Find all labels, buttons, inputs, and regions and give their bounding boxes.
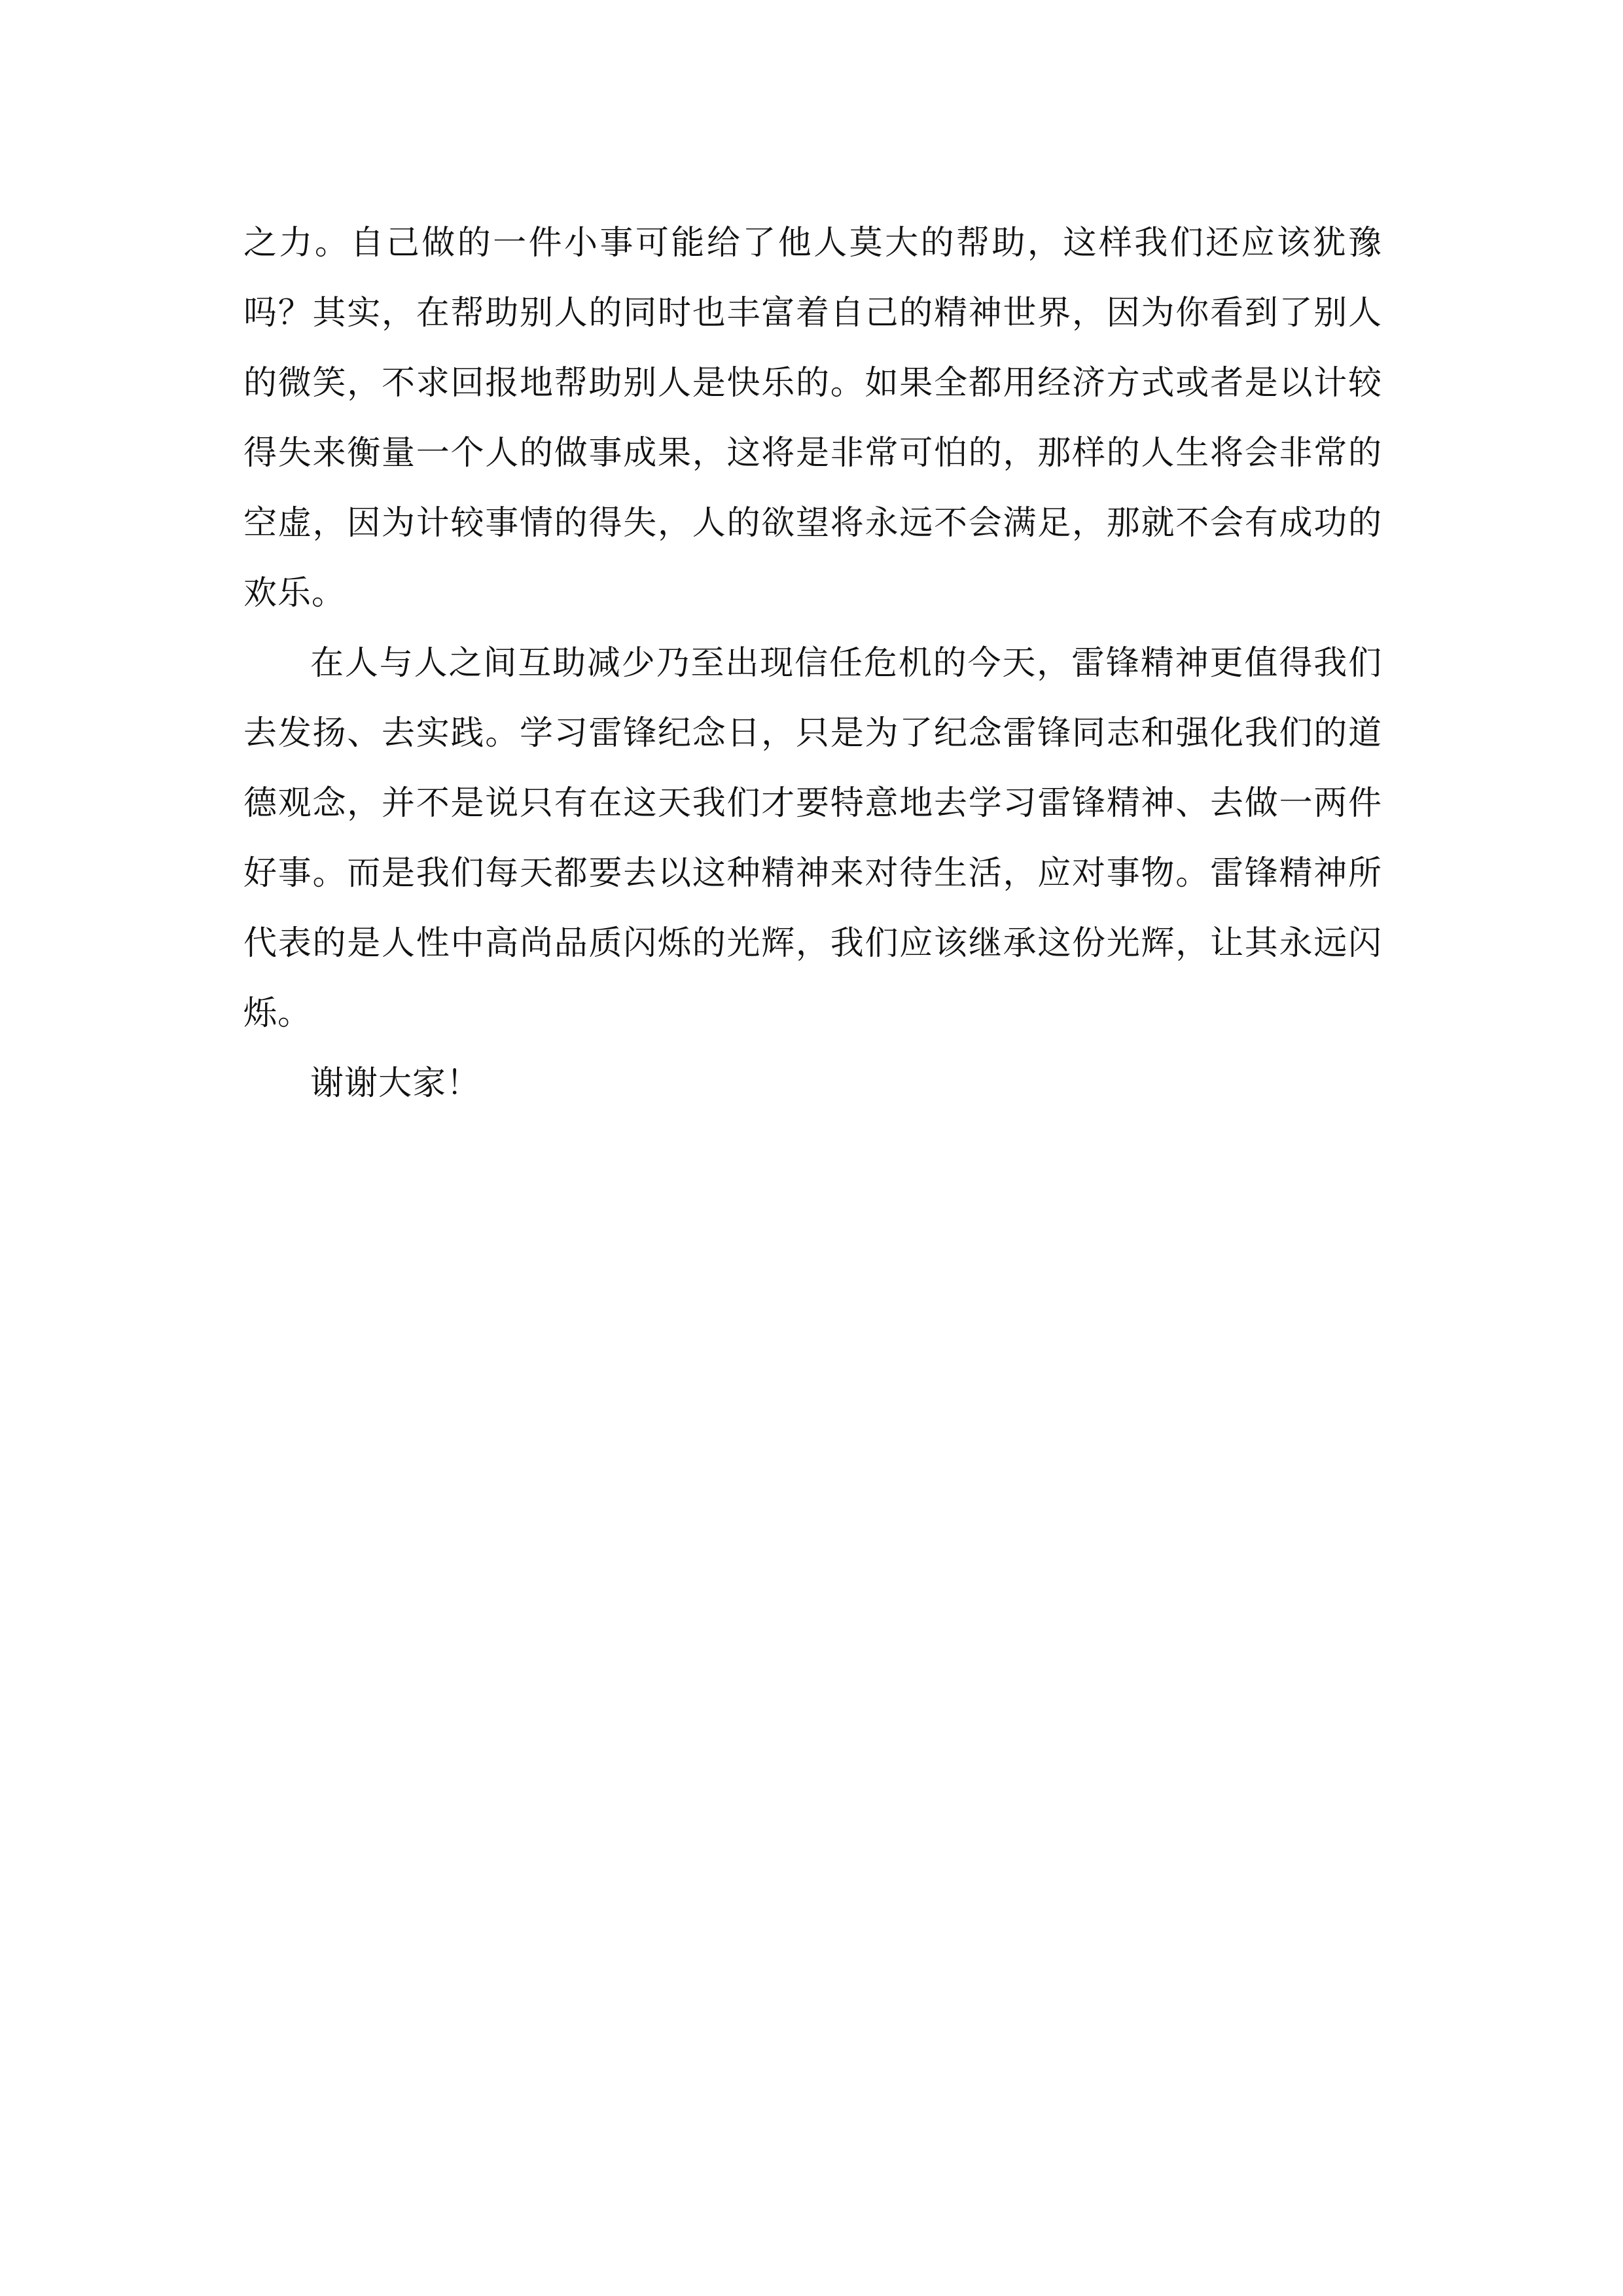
paragraph-closing: 谢谢大家！ bbox=[310, 1064, 481, 1103]
document-body bbox=[243, 208, 1382, 1119]
paragraph-2: 在人与人之间互助减少乃至出现信任危机的今天，雷锋精神更值得我们去发扬、去实践。学习雷锋纪念日，只是为了纪念雷锋同志和强化我们的道德观念，并不是说只有在这天我们才要特意地去学习雷锋精神、去做一两件好事。而是我们每天都要去以这种精神来对待生活，应对事物。雷锋精神所代表的是人性中高尚品质闪烁的光辉，我们应该继承这份光辉，让其永远闪烁。 bbox=[243, 644, 1382, 1033]
paragraph-1: 之力。自己做的一件小事可能给了他人莫大的帮助，这样我们还应该犹豫吗？其实，在帮助别人的同时也丰富着自己的精神世界，因为你看到了别人的微笑，不求回报地帮助别人是快乐的。如果全都用经济方式或者是以计较得失来衡量一个人的做事成果，这将是非常可怕的，那样的人生将会非常的空虚，因为计较事情的得失，人的欲望将永远不会满足，那就不会有成功的欢乐。 bbox=[243, 224, 1382, 613]
